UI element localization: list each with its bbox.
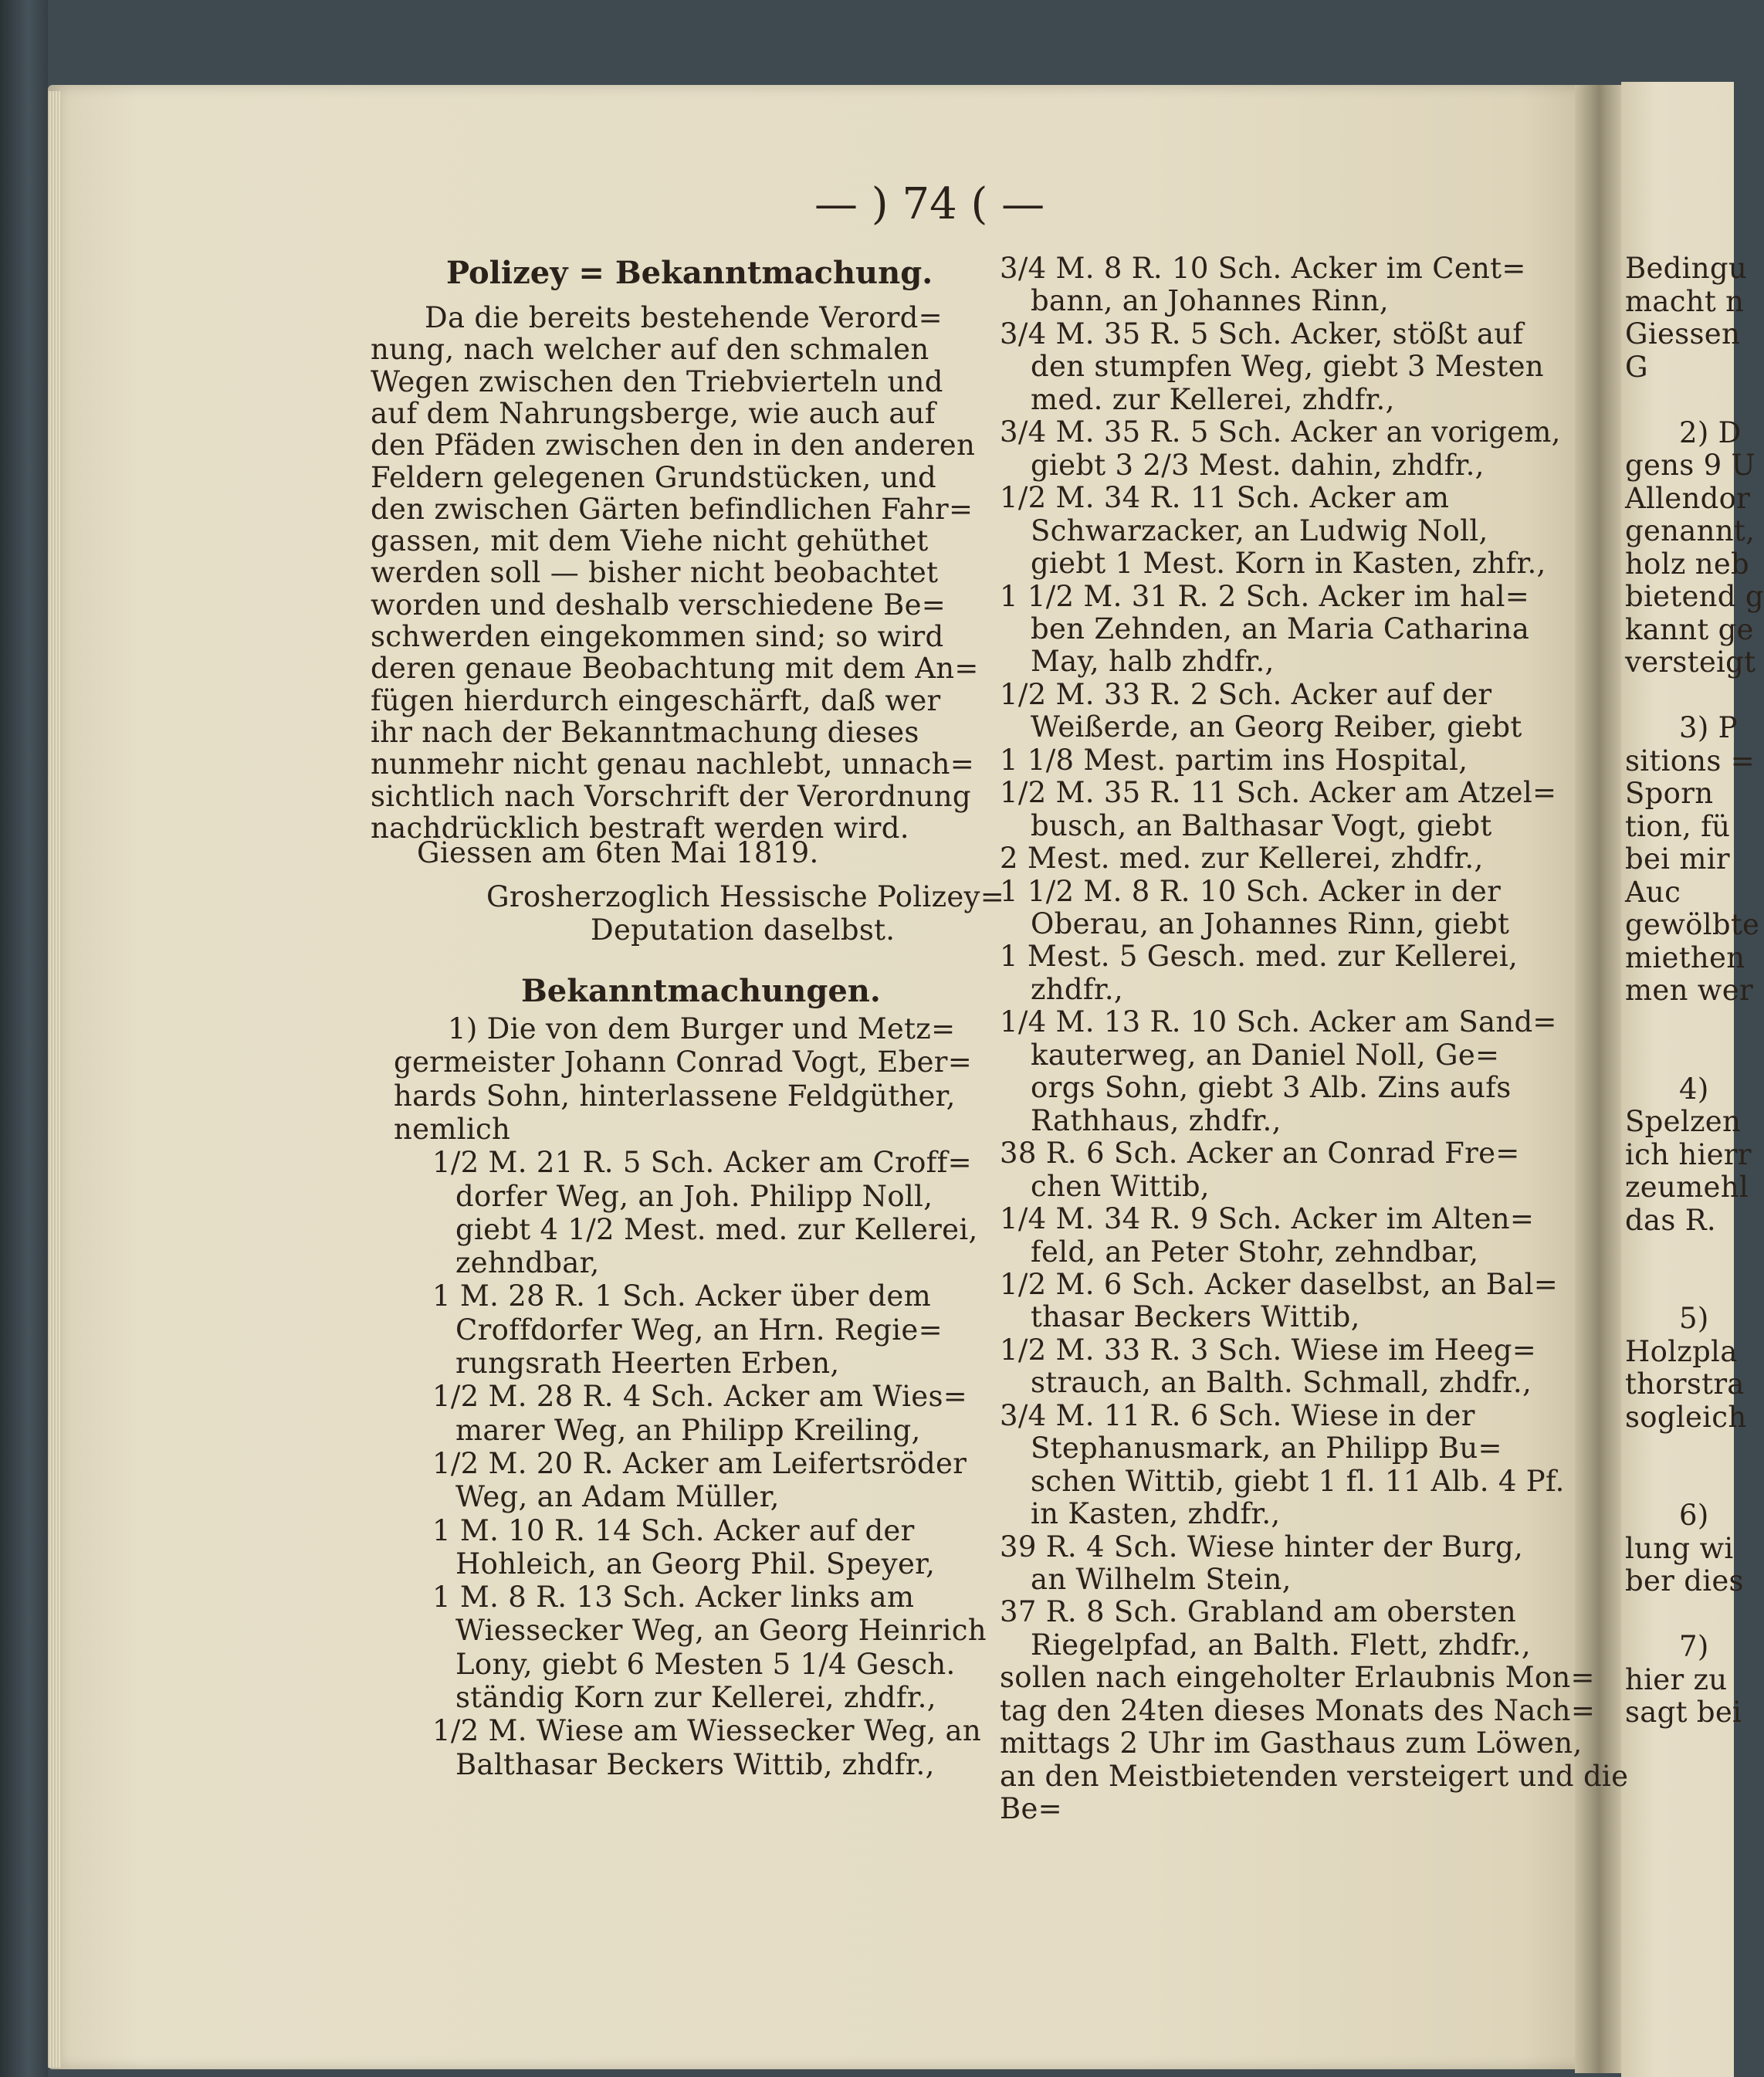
text-line: strauch, an Balth. Schmall, zhdfr., [1031,1366,1532,1400]
text-line: Riegelpfad, an Balth. Flett, zhdfr., [1031,1628,1531,1662]
text-line: zehndbar, [455,1246,600,1280]
page-number: — ) 74 ( — [814,179,1045,229]
text-line: Hohleich, an Georg Phil. Speyer, [455,1547,936,1581]
text-line: 1/2 M. 20 R. Acker am Leifertsröder [432,1446,967,1480]
text-line: hier zu [1625,1662,1728,1696]
text-line: sichtlich nach Vorschrift der Verordnung [371,779,971,813]
text-line: 1 1/2 M. 31 R. 2 Sch. Acker im hal= [1000,579,1530,613]
text-line: sitions = [1625,744,1756,778]
text-line: Grosherzoglich Hessische Polizey= [486,880,1005,913]
text-line: ihr nach der Bekanntmachung dieses [371,715,919,749]
text-line: zhdfr., [1031,972,1123,1006]
text-line: versteigt [1625,645,1756,679]
text-line: fügen hierdurch eingeschärft, daß wer [371,683,941,717]
text-line: worden und deshalb verschiedene Be= [371,588,946,622]
text-line: miethen [1625,940,1745,974]
text-line: ben Zehnden, an Maria Catharina [1031,612,1530,645]
text-line: an den Meistbietenden versteigert und die [1000,1759,1629,1793]
heading-police-notice: Polizey = Bekanntmachung. [446,255,933,291]
heading-announcements: Bekanntmachungen. [521,973,881,1009]
text-line: 38 R. 6 Sch. Acker an Conrad Fre= [1000,1137,1520,1171]
text-line: Lony, giebt 6 Mesten 5 1/4 Gesch. [455,1647,956,1681]
text-line: feld, an Peter Stohr, zehndbar, [1031,1235,1479,1269]
text-line: tag den 24ten dieses Monats des Nach= [1000,1693,1596,1727]
text-line: 1 1/8 Mest. partim ins Hospital, [1000,743,1468,777]
text-line: 3) P [1679,711,1738,744]
text-line: Be= [1000,1792,1062,1826]
text-line: 3/4 M. 35 R. 5 Sch. Acker, stößt auf [1000,317,1524,351]
text-line: men wer [1625,974,1753,1007]
text-line: Sporn [1625,777,1714,810]
text-line: an Wilhelm Stein, [1031,1563,1292,1596]
text-line: kannt ge [1625,612,1754,646]
text-line: Feldern gelegenen Grundstücken, und [371,460,936,494]
text-line: busch, an Balthasar Vogt, giebt [1031,808,1492,842]
text-line: nung, nach welcher auf den schmalen [371,333,929,367]
text-line: zeumehl [1625,1171,1749,1204]
text-line: giebt 3 2/3 Mest. dahin, zhdfr., [1031,448,1485,482]
text-line: Holzpla [1625,1334,1738,1368]
text-line: Weißerde, an Georg Reiber, giebt [1031,710,1522,744]
text-line: das R. [1625,1203,1716,1237]
text-line: 1/2 M. 34 R. 11 Sch. Acker am [1000,481,1450,515]
text-line: 1/2 M. 33 R. 2 Sch. Acker auf der [1000,677,1492,711]
text-line: marer Weg, an Philipp Kreiling, [455,1413,921,1447]
text-line: kauterweg, an Daniel Noll, Ge= [1031,1038,1500,1072]
text-line: Stephanusmark, an Philipp Bu= [1031,1432,1502,1465]
text-line: 1/2 M. 35 R. 11 Sch. Acker am Atzel= [1000,776,1557,810]
text-line: 1/2 M. 28 R. 4 Sch. Acker am Wies= [432,1380,968,1414]
text-line: Auc [1625,875,1681,909]
text-line: thasar Beckers Wittib, [1031,1300,1360,1334]
text-line: tion, fü [1625,809,1731,843]
text-line: Schwarzacker, an Ludwig Noll, [1031,513,1488,547]
text-line: dorfer Weg, an Joh. Philipp Noll, [455,1179,933,1213]
text-line: 39 R. 4 Sch. Wiese hinter der Burg, [1000,1530,1524,1564]
text-line: 2) D [1679,415,1742,449]
text-line: Giessen [1625,317,1741,351]
text-line: deren genaue Beobachtung mit dem An= [371,652,979,686]
text-line: Oberau, an Johannes Rinn, giebt [1031,907,1510,940]
text-line: hards Sohn, hinterlassene Feldgüther, [394,1079,956,1113]
text-line: 6) [1679,1499,1709,1532]
text-line: Spelzen [1625,1105,1742,1138]
text-line: 1) Die von dem Burger und Metz= [448,1012,956,1045]
text-line: Croffdorfer Weg, an Hrn. Regie= [455,1313,943,1347]
text-line: nachdrücklich bestraft werden wird. [371,811,909,845]
text-line: 1 M. 28 R. 1 Sch. Acker über dem [432,1279,931,1313]
text-line: schen Wittib, giebt 1 fl. 11 Alb. 4 Pf. [1031,1464,1565,1498]
text-line: 3/4 M. 11 R. 6 Sch. Wiese in der [1000,1398,1475,1432]
text-line: 5) [1679,1302,1709,1335]
text-line: 3/4 M. 35 R. 5 Sch. Acker an vorigem, [1000,415,1561,449]
text-line: 4) [1679,1072,1709,1106]
text-line: 7) [1679,1630,1709,1663]
text-line: Deputation daselbst. [591,913,896,947]
text-line: 1/4 M. 13 R. 10 Sch. Acker am Sand= [1000,1005,1557,1039]
text-line: Wiessecker Weg, an Georg Heinrich [455,1614,987,1648]
text-line: 1/2 M. 21 R. 5 Sch. Acker am Croff= [432,1146,972,1180]
text-line: bann, an Johannes Rinn, [1031,284,1389,318]
text-line: giebt 4 1/2 Mest. med. zur Kellerei, [455,1212,978,1246]
text-line: holz neb [1625,547,1750,581]
text-line: May, halb zhdfr., [1031,645,1275,679]
text-line: nunmehr nicht genau nachlebt, unnach= [371,747,975,781]
text-line: ich hierr [1625,1137,1752,1171]
text-line: den zwischen Gärten befindlichen Fahr= [371,492,973,526]
text-line: nemlich [394,1112,511,1146]
text-line: 1 Mest. 5 Gesch. med. zur Kellerei, [1000,940,1519,974]
text-line: Weg, an Adam Müller, [455,1480,780,1514]
text-line: den Pfäden zwischen den in den anderen [371,429,976,462]
text-line: Allendor [1625,481,1751,515]
page-edges [48,91,62,2068]
text-line: 3/4 M. 8 R. 10 Sch. Acker im Cent= [1000,252,1526,285]
text-line: auf dem Nahrungsberge, wie auch auf [371,396,936,430]
book-binding [0,0,48,2077]
text-line: bei mir [1625,842,1730,876]
text-line: gens 9 U [1625,449,1756,482]
text-line: Da die bereits bestehende Verord= [425,301,943,334]
text-line: sollen nach eingeholter Erlaubnis Mon= [1000,1661,1595,1695]
text-line: mittags 2 Uhr im Gasthaus zum Löwen, [1000,1726,1583,1760]
text-line: Wegen zwischen den Triebvierteln und [371,364,943,398]
text-line: lung wi [1625,1531,1734,1565]
text-line: genannt, [1625,514,1756,547]
text-line: chen Wittib, [1031,1169,1210,1203]
text-line: 1 1/2 M. 8 R. 10 Sch. Acker in der [1000,874,1502,908]
text-line: G [1625,350,1648,384]
text-line: med. zur Kellerei, zhdfr., [1031,382,1395,416]
text-line: 2 Mest. med. zur Kellerei, zhdfr., [1000,842,1484,876]
text-line: macht n [1625,284,1745,318]
text-line: bietend g [1625,580,1764,613]
text-line: giebt 1 Mest. Korn in Kasten, zhfr., [1031,547,1546,581]
text-line: in Kasten, zhdfr., [1031,1497,1281,1531]
text-line: den stumpfen Weg, giebt 3 Mesten [1031,350,1544,384]
text-line: rungsrath Heerten Erben, [455,1347,840,1380]
text-line: 1/2 M. Wiese am Wiessecker Weg, an [432,1714,982,1748]
text-line: Bedingu [1625,252,1748,285]
text-line: 1/2 M. 6 Sch. Acker daselbst, an Bal= [1000,1267,1559,1301]
text-line: 1/4 M. 34 R. 9 Sch. Acker im Alten= [1000,1202,1535,1236]
text-line: orgs Sohn, giebt 3 Alb. Zins aufs [1031,1071,1512,1105]
notice-date: Giessen am 6ten Mai 1819. [417,836,819,869]
text-line: sagt bei [1625,1696,1742,1729]
text-line: sogleich [1625,1400,1747,1434]
text-line: germeister Johann Conrad Vogt, Eber= [394,1045,973,1079]
text-line: 1 M. 8 R. 13 Sch. Acker links am [432,1581,915,1615]
text-line: schwerden eingekommen sind; so wird [371,620,944,653]
text-line: werden soll — bisher nicht beobachtet [371,556,939,590]
text-line: Balthasar Beckers Wittib, zhdfr., [455,1747,935,1781]
text-line: 1/2 M. 33 R. 3 Sch. Wiese im Heeg= [1000,1333,1537,1367]
text-line: gewölbte [1625,908,1760,941]
text-line: Rathhaus, zhdfr., [1031,1103,1282,1137]
text-line: ständig Korn zur Kellerei, zhdfr., [455,1681,936,1714]
text-line: 37 R. 8 Sch. Grabland am obersten [1000,1595,1517,1629]
text-line: 1 M. 10 R. 14 Sch. Acker auf der [432,1513,915,1547]
text-line: ber dies [1625,1564,1744,1598]
text-line: gassen, mit dem Viehe nicht gehüthet [371,524,929,558]
text-line: thorstra [1625,1367,1745,1401]
